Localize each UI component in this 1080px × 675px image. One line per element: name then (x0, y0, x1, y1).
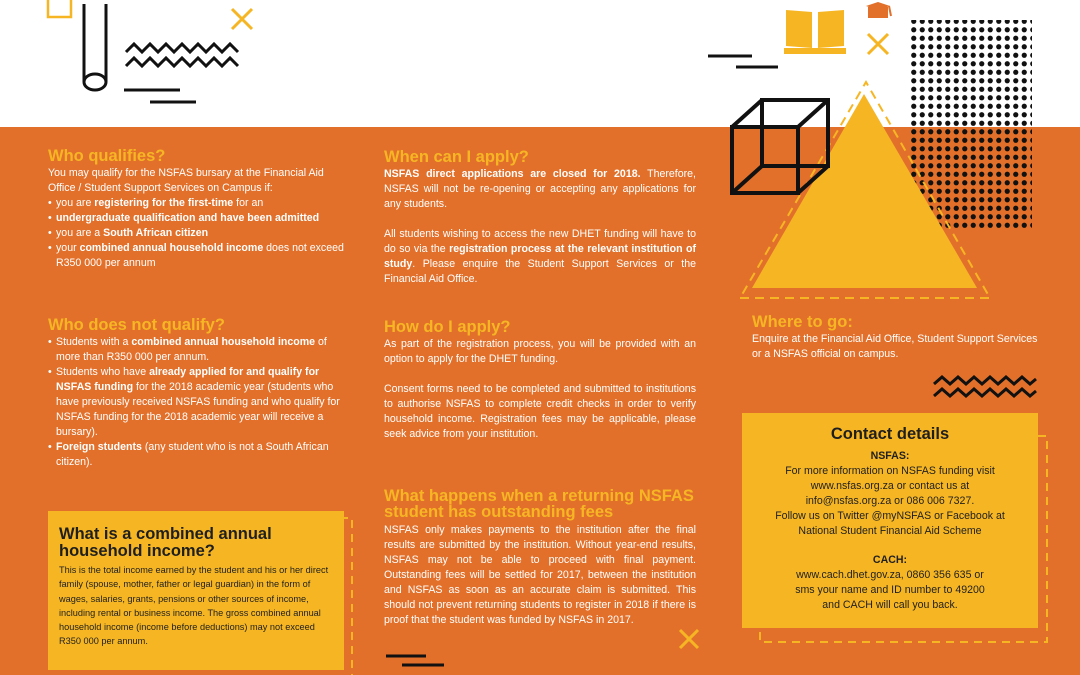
who-not-heading: Who does not qualify? (48, 316, 225, 334)
contact-title: Contact details (830, 425, 950, 443)
contact-line: Follow us on Twitter @myNSFAS or Facebook at (775, 510, 1005, 522)
contact-line: For more information on NSFAS funding visit (785, 465, 995, 477)
when-apply-section (384, 148, 696, 287)
contact-line: www.cach.dhet.gov.za, 0860 356 635 or (796, 569, 984, 581)
how-apply-p1: As part of the registration process, you will be provided with an option to apply for the DHET funding. (384, 338, 696, 365)
list-item: • Students with a combined annual household income of more than R350 000 per annum. (48, 335, 346, 365)
contact-line: and CACH will call you back. (822, 599, 958, 611)
how-apply-section (384, 318, 696, 442)
cross-icon (868, 34, 888, 54)
combined-income-title: What is a combined annual household income? (59, 525, 272, 560)
nsfas-label: NSFAS: (870, 450, 910, 462)
list-item: • Students who have already applied for and qualify for NSFAS funding for the 2018 academic year (students who have previously received NSFAS funding and who qualify for NSFAS funding for the 2018 academic year will receive a bursary). (48, 365, 346, 440)
column-left (48, 147, 346, 271)
cach-label: CACH: (872, 554, 908, 566)
combined-income-box (48, 511, 344, 670)
who-qualifies-intro: You may qualify for the NSFAS bursary at the Financial Aid Office / Student Support Services on Campus if: (48, 167, 324, 194)
list-item: • you are a South African citizen (48, 226, 346, 241)
how-apply-p2: Consent forms need to be completed and submitted to institutions to authorise NSFAS to complete credit checks in order to verify household income. Registration fees may be applicable, please seek advice from your institution. (384, 383, 696, 440)
when-apply-p1: NSFAS direct applications are closed for 2018. Therefore, NSFAS will not be re-opening or accepting any applications for any students. (384, 168, 696, 210)
who-not-list (48, 335, 346, 470)
graduation-cap-icon (866, 2, 891, 18)
contact-box (742, 413, 1038, 628)
cross-icon (232, 9, 252, 29)
contact-line: National Student Financial Aid Scheme (798, 525, 982, 537)
returning-heading: What happens when a returning NSFAS student has outstanding fees (384, 487, 694, 521)
returning-section (384, 488, 696, 628)
book-icon (784, 10, 846, 54)
square-outline-icon (48, 0, 71, 17)
where-go-heading: Where to go: (752, 313, 853, 331)
list-item: • undergraduate qualification and have been admitted (48, 211, 346, 226)
zigzag-icon (126, 44, 238, 66)
list-item: • your combined annual household income does not exceed R350 000 per annum (48, 241, 346, 271)
who-not-section (48, 316, 346, 470)
scroll-icon (84, 4, 106, 90)
list-item: • you are registering for the first-time for an (48, 196, 346, 211)
who-qualifies-list (48, 196, 346, 271)
where-go-section (752, 313, 1042, 362)
when-apply-p2: All students wishing to access the new DHET funding will have to do so via the registration process at the relevant institution of study. Please enquire the Student Support Services or the Financial Aid Office. (384, 228, 697, 285)
returning-body: NSFAS only makes payments to the institution after the final results are submitted by the institution. Without year-end results, NSFAS may not be able to proceed with final payment. Outstanding fees will be settled for 2017, between the institution and NSFAS as soon as an accurate claim is submitted. This should not prevent returning students to register in 2018 if there is proof that the student was funded by NSFAS in 2017. (384, 524, 696, 626)
contact-line: www.nsfas.org.za or contact us at (810, 480, 970, 492)
list-item: • Foreign students (any student who is not a South African citizen). (48, 440, 346, 470)
where-go-body: Enquire at the Financial Aid Office, Student Support Services or a NSFAS official on campus. (752, 333, 1038, 360)
how-apply-heading: How do I apply? (384, 318, 511, 336)
line-marks (708, 56, 778, 67)
when-apply-heading: When can I apply? (384, 148, 529, 166)
contact-line: info@nsfas.org.za or 086 006 7327. (805, 495, 975, 507)
combined-income-body: This is the total income earned by the student and his or her direct family (spouse, mother, father or legal guardian) in the form of wages, salaries, grants, pensions or other sources of income, including rental or business income. The gross combined annual household income (income before deductions) may not exceed R350 000 per annum. (59, 565, 329, 647)
contact-line: sms your name and ID number to 49200 (795, 584, 985, 596)
who-qualifies-heading: Who qualifies? (48, 147, 166, 165)
line-marks (124, 90, 196, 102)
